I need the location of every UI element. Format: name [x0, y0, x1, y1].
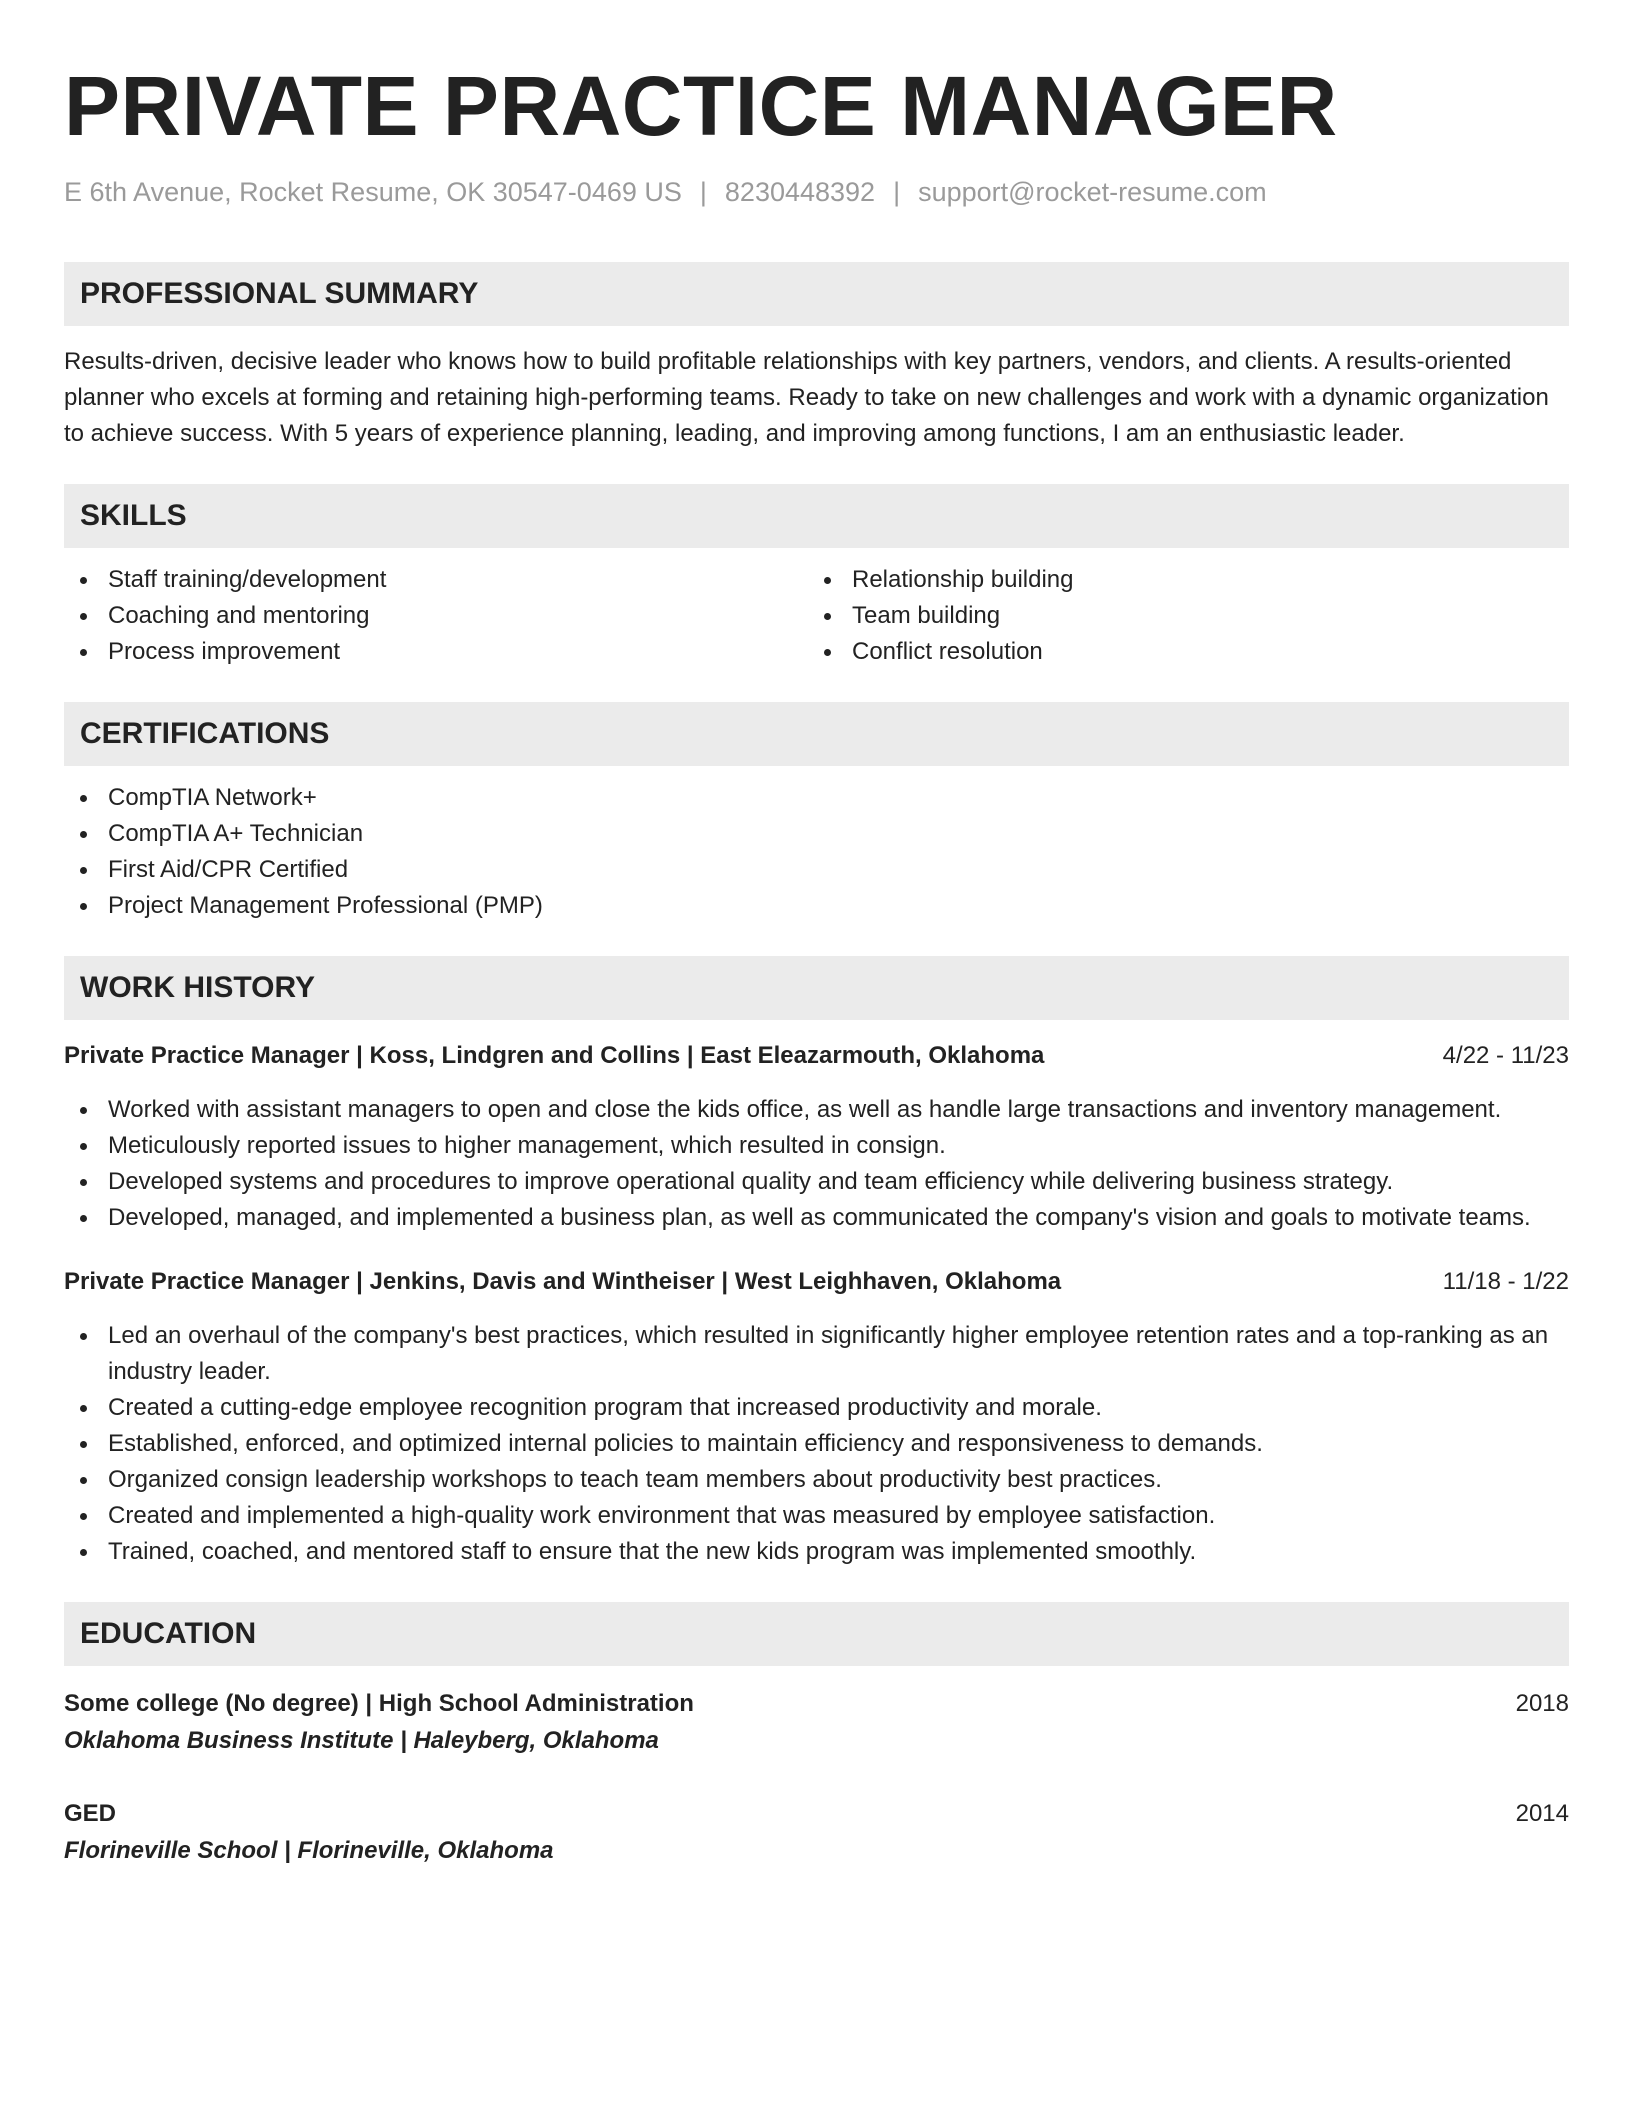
skill-item: Process improvement	[64, 634, 808, 670]
education-entry	[64, 1686, 1569, 1760]
education-entry	[64, 1796, 1569, 1870]
certification-item: CompTIA A+ Technician	[64, 816, 1569, 852]
skills-list-right	[808, 562, 1552, 670]
job-bullet: Led an overhaul of the company's best practices, which resulted in significantly higher employee retention rates and a top-ranking as an industry leader.	[64, 1318, 1569, 1390]
job-entry	[64, 1038, 1569, 1236]
skills-column-right	[808, 562, 1552, 670]
skill-item: Staff training/development	[64, 562, 808, 598]
job-title-row	[64, 1038, 1569, 1074]
skill-item: Relationship building	[808, 562, 1552, 598]
job-title-row	[64, 1264, 1569, 1300]
job-bullet: Meticulously reported issues to higher management, which resulted in consign.	[64, 1128, 1569, 1164]
section-header-summary: PROFESSIONAL SUMMARY	[64, 262, 1569, 326]
job-title: Private Practice Manager | Koss, Lindgren and Collins | East Eleazarmouth, Oklahoma	[64, 1042, 1045, 1069]
skill-item: Coaching and mentoring	[64, 598, 808, 634]
education-school: Oklahoma Business Institute | Haleyberg, Oklahoma	[64, 1727, 659, 1754]
job-bullet: Worked with assistant managers to open and close the kids office, as well as handle large transactions and inventory management.	[64, 1092, 1569, 1128]
job-bullet-list	[64, 1092, 1569, 1236]
job-bullet: Trained, coached, and mentored staff to ensure that the new kids program was implemented smoothly.	[64, 1534, 1569, 1570]
resume-name: PRIVATE PRACTICE MANAGER	[64, 59, 1338, 153]
section-header-skills: SKILLS	[64, 484, 1569, 548]
contact-separator: |	[893, 177, 901, 207]
job-dates: 4/22 - 11/23	[1442, 1042, 1569, 1069]
education-row	[64, 1686, 1569, 1722]
education-row	[64, 1796, 1569, 1832]
education-school: Florineville School | Florineville, Oklahoma	[64, 1837, 554, 1864]
skills-grid	[64, 562, 1569, 670]
contact-phone: 8230448392	[724, 177, 876, 207]
job-entry	[64, 1264, 1569, 1570]
section-header-work-history: WORK HISTORY	[64, 956, 1569, 1020]
contact-line	[64, 176, 1569, 208]
certification-item: First Aid/CPR Certified	[64, 852, 1569, 888]
job-bullet: Created a cutting-edge employee recognition program that increased productivity and morale.	[64, 1390, 1569, 1426]
section-header-certifications: CERTIFICATIONS	[64, 702, 1569, 766]
job-dates: 11/18 - 1/22	[1442, 1268, 1569, 1295]
education-degree: Some college (No degree) | High School Administration	[64, 1690, 694, 1717]
certification-item: CompTIA Network+	[64, 780, 1569, 816]
certification-item: Project Management Professional (PMP)	[64, 888, 1569, 924]
education-year: 2018	[1515, 1690, 1569, 1717]
job-bullet-list	[64, 1318, 1569, 1570]
job-bullet: Developed, managed, and implemented a business plan, as well as communicated the company's vision and goals to motivate teams.	[64, 1200, 1569, 1236]
certifications-list	[64, 780, 1569, 924]
resume-page	[64, 0, 1569, 1870]
section-header-education: EDUCATION	[64, 1602, 1569, 1666]
education-degree: GED	[64, 1800, 117, 1827]
job-title: Private Practice Manager | Jenkins, Davis and Wintheiser | West Leighhaven, Oklahoma	[64, 1268, 1062, 1295]
skills-list-left	[64, 562, 808, 670]
job-bullet: Established, enforced, and optimized internal policies to maintain efficiency and responsiveness to demands.	[64, 1426, 1569, 1462]
contact-address: E 6th Avenue, Rocket Resume, OK 30547-0469 US	[64, 177, 682, 207]
skill-item: Team building	[808, 598, 1552, 634]
job-bullet: Developed systems and procedures to improve operational quality and team efficiency while delivering business strategy.	[64, 1164, 1569, 1200]
contact-email: support@rocket-resume.com	[918, 177, 1267, 207]
job-bullet: Organized consign leadership workshops to teach team members about productivity best practices.	[64, 1462, 1569, 1498]
skills-column-left	[64, 562, 808, 670]
skill-item: Conflict resolution	[808, 634, 1552, 670]
job-bullet: Created and implemented a high-quality work environment that was measured by employee satisfaction.	[64, 1498, 1569, 1534]
contact-separator: |	[699, 177, 707, 207]
education-year: 2014	[1515, 1800, 1569, 1827]
summary-text: Results-driven, decisive leader who knows how to build profitable relationships with key partners, vendors, and clients. A results-oriented planner who excels at forming and retaining high-performing teams. Ready to take on new challenges and work with a dynamic organization to achieve success. With 5 years of experience planning, leading, and improving among functions, I am an enthusiastic leader.	[64, 348, 1549, 447]
